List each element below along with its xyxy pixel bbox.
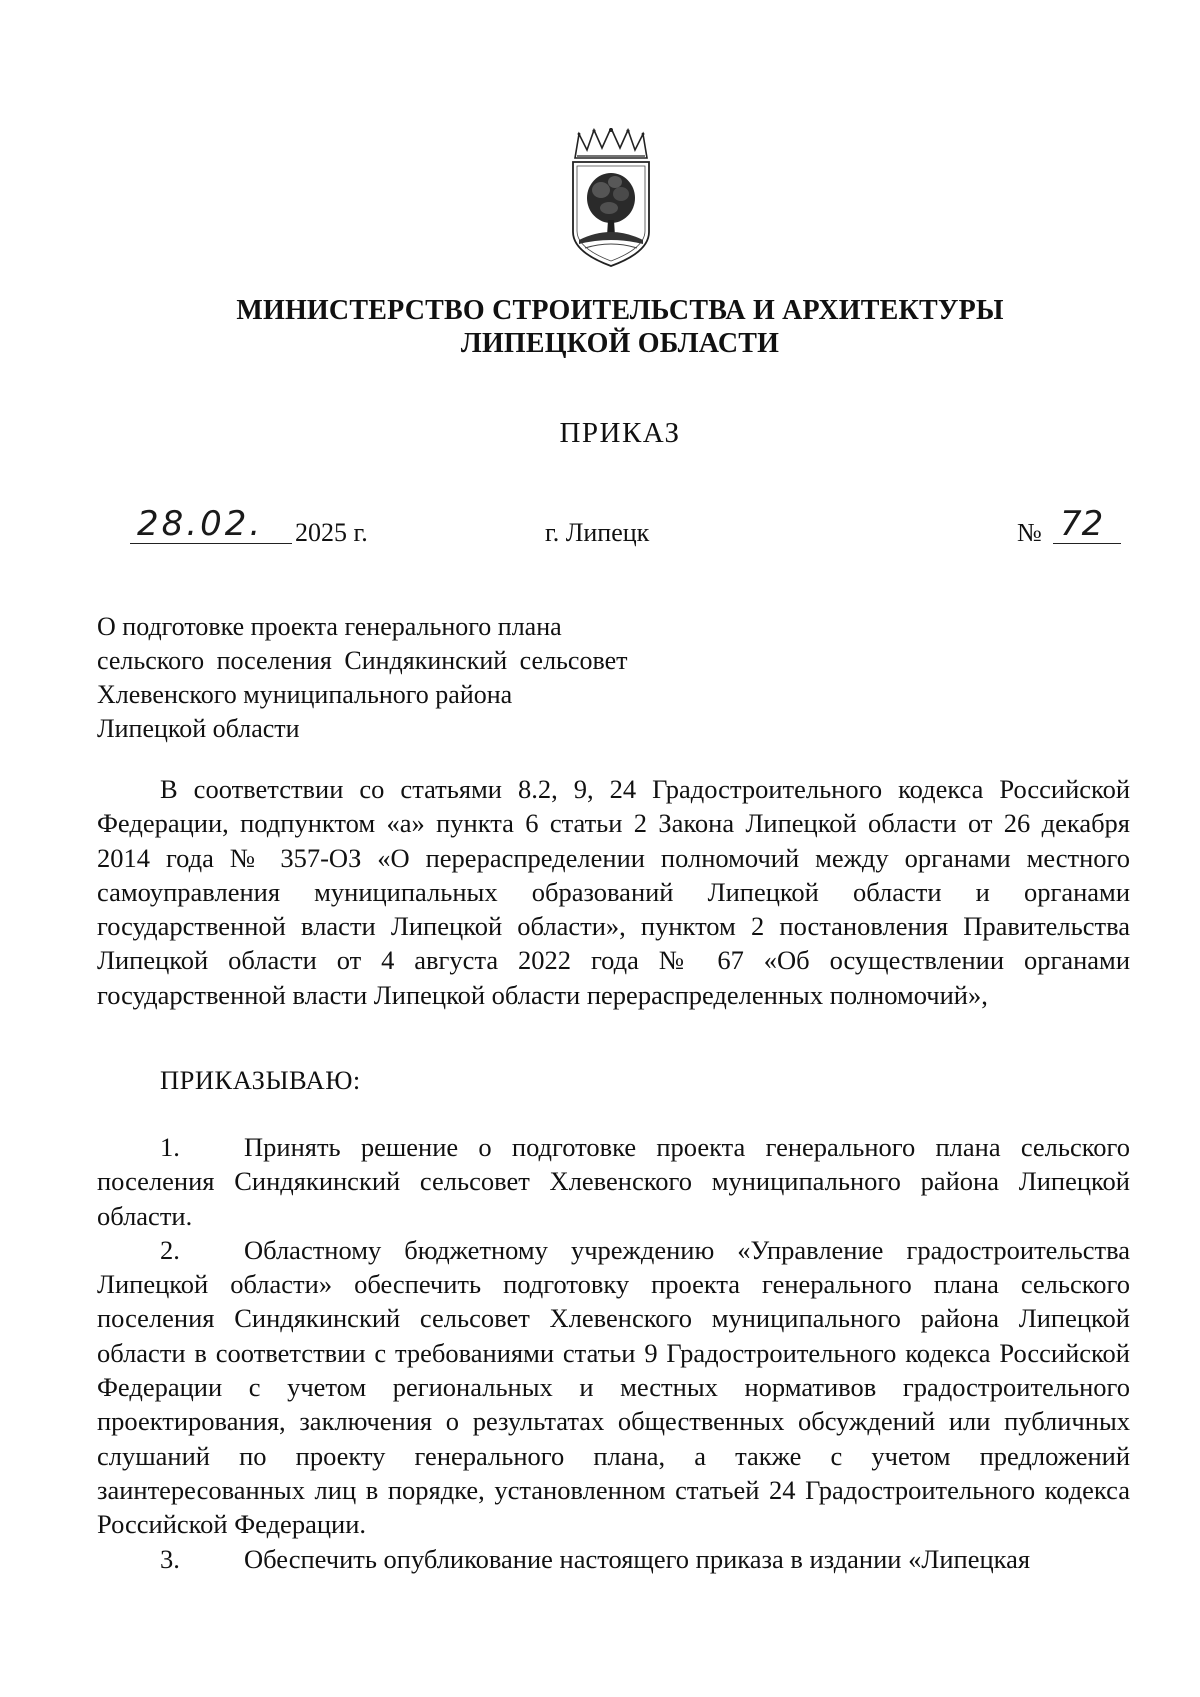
subject-line: О подготовке проекта генерального плана [97,612,562,641]
ministry-title-line2: ЛИПЕЦКОЙ ОБЛАСТИ [460,328,780,359]
item-number: 2. [160,1234,180,1265]
number-sign: № [1017,518,1042,547]
order-item [97,1233,1130,1542]
number-underline [1053,543,1121,544]
item-text: Обеспечить опубликование настоящего приказа в издании «Липецкая [244,1543,1031,1574]
date-place-number-row [0,504,1200,550]
preamble-paragraph: В соответствии со статьями 8.2, 9, 24 Градостроительного кодекса Российской Федерации, подпунктом «а» пункта 6 статьи 2 Закона Липецкой области от 26 декабря 2014 года № 357-ОЗ «О перераспределении полномочий между органами местного самоуправления муниципальных образований Липецкой области и органами государственной власти Липецкой области», пунктом 2 постановления Правительства Липецкой области от 4 августа 2022 года № 67 «Об осуществлении органами государственной власти Липецкой области перераспределенных полномочий», [97,774,1130,1010]
document-type: ПРИКАЗ [559,417,681,449]
order-items [97,1130,1130,1576]
item-text: Принять решение о подготовке проекта генерального плана сельского поселения Синдякинский сельсовет Хлевенского муниципального района Липецкой области. [97,1132,1130,1231]
order-item [97,1542,1130,1576]
decree-word: ПРИКАЗЫВАЮ: [160,1065,361,1095]
subject-line: Липецкой области [97,714,300,743]
city: г. Липецк [545,518,650,547]
item-number: 1. [160,1132,180,1162]
handwritten-date: 28.02. [137,504,264,544]
date-underline [130,543,292,544]
order-subject [97,610,627,746]
lipetsk-coat-of-arms-icon [567,128,655,268]
ministry-title-line1: МИНИСТЕРСТВО СТРОИТЕЛЬСТВА И АРХИТЕКТУРЫ [236,295,1004,326]
order-item [97,1130,1130,1233]
date-year: 2025 г. [295,518,368,547]
item-number: 3. [160,1543,180,1574]
subject-line: Хлевенского муниципального района [97,680,513,709]
item-text: Областному бюджетному учреждению «Управление градостроительства Липецкой области» обеспечить подготовку проекта генерального плана сельского поселения Синдякинский сельсовет Хлевенского муниципального района Липецкой области в соответствии с требованиями статьи 9 Градостроительного кодекса Российской Федерации с учетом региональных и местных нормативов градостроительного проектирования, заключения о результатах общественных обсуждений или публичных слушаний по проекту генерального плана, а также с учетом предложений заинтересованных лиц в порядке, установленном статьей 24 Градостроительного кодекса Российской Федерации. [97,1234,1130,1540]
subject-line: сельского поселения Синдякинский сельсовет [97,646,628,675]
handwritten-number: 72 [1060,504,1104,544]
